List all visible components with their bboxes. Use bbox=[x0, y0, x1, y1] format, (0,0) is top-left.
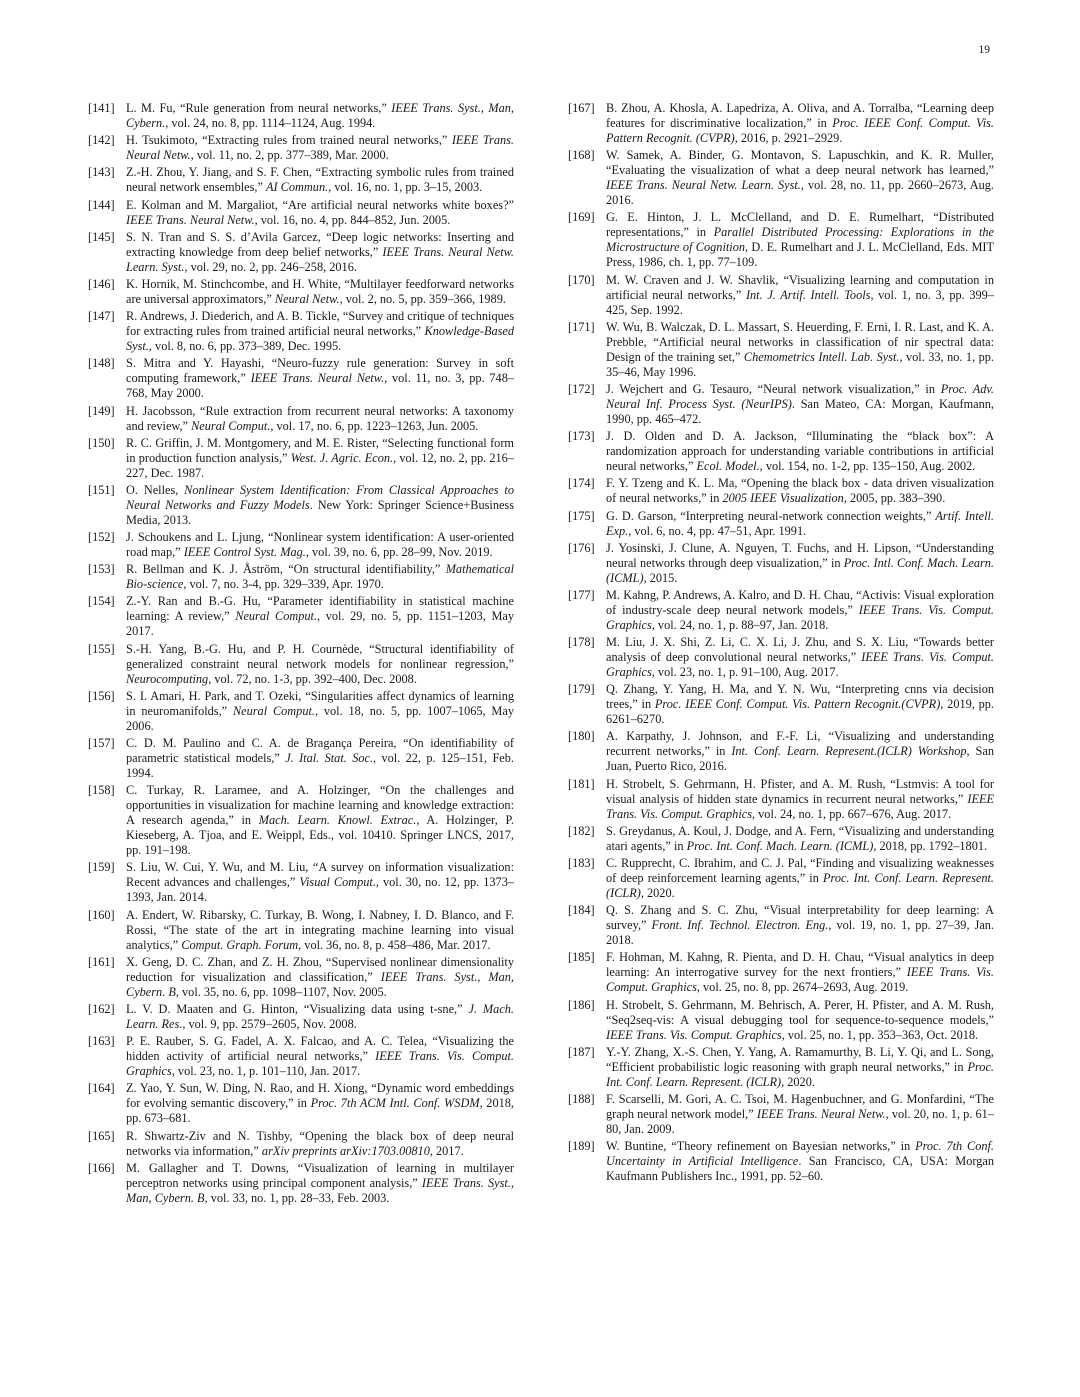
reference-number: [141] bbox=[88, 101, 115, 115]
reference-entry bbox=[568, 509, 994, 539]
reference-segment: , vol. 23, no. 1, p. 101–110, Jan. 2017. bbox=[171, 1064, 361, 1079]
reference-segment: M. Gallagher and T. Downs, “Visualization of learning in multilayer perceptron networks using principal component analysis,” bbox=[126, 1160, 514, 1190]
reference-venue: Proc. Int. Conf. Learn. Represent. (ICLR) bbox=[606, 1059, 994, 1089]
reference-entry bbox=[568, 903, 994, 948]
reference-text bbox=[126, 101, 514, 131]
reference-segment: Q. S. Zhang and S. C. Zhu, “Visual interpretability for deep learning: A survey,” bbox=[606, 903, 994, 933]
reference-number: [179] bbox=[568, 682, 595, 697]
reference-segment: , vol. 16, no. 1, pp. 3–15, 2003. bbox=[328, 180, 483, 195]
reference-number: [174] bbox=[568, 476, 595, 491]
reference-venue: Proc. 7th Conf. Uncertainty in Artificial Intelligence bbox=[606, 1139, 995, 1169]
reference-segment: , vol. 8, no. 6, pp. 373–389, Dec. 1995. bbox=[148, 339, 342, 354]
reference-entry bbox=[88, 783, 514, 858]
reference-segment: Q. Zhang, Y. Yang, H. Ma, and Y. N. Wu, “Interpreting cnns via decision trees,” in bbox=[606, 682, 994, 712]
reference-segment: B. Zhou, A. Khosla, A. Lapedriza, A. Oliva, and A. Torralba, “Learning deep features for discriminative localization,” in bbox=[606, 101, 994, 130]
reference-text bbox=[606, 824, 994, 854]
reference-segment: , vol. 9, pp. 2579–2605, Nov. 2008. bbox=[182, 1016, 357, 1031]
reference-segment: , vol. 23, no. 1, p. 91–100, Aug. 2017. bbox=[651, 665, 839, 680]
reference-venue: IEEE Trans. Vis. Comput. Graphics bbox=[606, 650, 994, 680]
reference-segment: M. W. Craven and J. W. Shavlik, “Visualizing learning and computation in artificial neural networks,” bbox=[606, 272, 994, 302]
reference-text bbox=[126, 230, 514, 275]
reference-text bbox=[126, 436, 514, 481]
reference-segment: , vol. 12, no. 2, pp. 216–227, Dec. 1987. bbox=[126, 450, 514, 480]
reference-entry bbox=[568, 148, 994, 208]
reference-segment: , 2018, pp. 1792–1801. bbox=[873, 838, 988, 853]
reference-text bbox=[126, 562, 514, 592]
reference-text bbox=[606, 950, 994, 995]
reference-entry bbox=[88, 198, 514, 228]
page-number: 19 bbox=[978, 44, 990, 56]
reference-entry bbox=[88, 230, 514, 275]
reference-segment: L. V. D. Maaten and G. Hinton, “Visualizing data using t-sne,” bbox=[126, 1001, 469, 1016]
reference-number: [164] bbox=[88, 1081, 115, 1096]
reference-text bbox=[606, 998, 994, 1043]
reference-number: [163] bbox=[88, 1034, 115, 1049]
reference-number: [146] bbox=[88, 276, 115, 291]
reference-entry bbox=[88, 277, 514, 307]
reference-venue: IEEE Trans. Syst., Man, Cybern. B bbox=[126, 969, 514, 999]
reference-segment: , vol. 17, no. 6, pp. 1223–1263, Jun. 2005. bbox=[270, 418, 479, 433]
reference-segment: , vol. 30, no. 12, pp. 1373–1393, Jan. 2014. bbox=[126, 875, 514, 905]
reference-venue: Proc. Int. Conf. Learn. Represent. (ICLR) bbox=[606, 871, 994, 900]
reference-number: [142] bbox=[88, 133, 115, 148]
reference-segment: , vol. 11, no. 3, pp. 748–768, May 2000. bbox=[126, 371, 514, 401]
reference-segment: , vol. 18, no. 5, pp. 1007–1065, May 2006. bbox=[126, 703, 514, 733]
reference-segment: , vol. 28, no. 11, pp. 2660–2673, Aug. 2016. bbox=[606, 178, 994, 208]
reference-venue: Proc. Adv. Neural Inf. Process Syst. (NeurIPS) bbox=[606, 381, 995, 411]
reference-segment: Z.-H. Zhou, Y. Jiang, and S. F. Chen, “Extracting symbolic rules from trained neural network ensembles,” bbox=[126, 165, 514, 195]
reference-entry bbox=[568, 429, 994, 474]
reference-entry bbox=[88, 101, 514, 131]
reference-number: [185] bbox=[568, 950, 595, 965]
reference-number: [165] bbox=[88, 1128, 115, 1143]
reference-entry bbox=[568, 824, 994, 854]
reference-segment: W. Samek, A. Binder, G. Montavon, S. Lapuschkin, and K. R. Muller, “Evaluating the visualization of what a deep neural network has learned,” bbox=[606, 148, 994, 178]
reference-segment: F. Y. Tzeng and K. L. Ma, “Opening the black box - data driven visualization of neural networks,” in bbox=[606, 476, 994, 506]
reference-venue: Nonlinear System Identification: From Classical Approaches to Neural Networks and Fuzzy Models bbox=[126, 482, 514, 512]
reference-text bbox=[606, 509, 994, 539]
reference-segment: H. Strobelt, S. Gehrmann, M. Behrisch, A. Perer, H. Pfister, and A. M. Rush, “Seq2seq-vis: A visual debugging tool for sequence-to-sequence models,” bbox=[606, 997, 994, 1027]
reference-text bbox=[606, 273, 994, 318]
reference-venue: Neural Comput. bbox=[191, 418, 271, 433]
reference-entry bbox=[88, 436, 514, 481]
reference-entry bbox=[88, 1129, 514, 1159]
reference-entry bbox=[88, 1034, 514, 1079]
reference-number: [176] bbox=[568, 540, 595, 555]
reference-segment: . San Mateo, CA: Morgan, Kaufmann, 1990, pp. 465–472. bbox=[606, 396, 994, 426]
reference-text bbox=[606, 729, 994, 774]
reference-entry bbox=[568, 273, 994, 318]
reference-number: [168] bbox=[568, 148, 595, 163]
references-right-column bbox=[568, 101, 994, 1208]
reference-venue: IEEE Trans. Vis. Comput. Graphics bbox=[606, 602, 994, 632]
reference-segment: J. D. Olden and D. A. Jackson, “Illuminating the “black box”: A randomization approach for understanding variable contributions in artificial neural networks,” bbox=[606, 429, 994, 474]
reference-venue: IEEE Trans. Neural Netw. Learn. Syst. bbox=[606, 178, 801, 193]
reference-number: [152] bbox=[88, 530, 115, 545]
reference-segment: C. Turkay, R. Laramee, and A. Holzinger, “On the challenges and opportunities in visualization for machine learning and knowledge extraction: A research agenda,” in bbox=[126, 783, 514, 828]
reference-segment: K. Hornik, M. Stinchcombe, and H. White, “Multilayer feedforward networks are universal approximators,” bbox=[126, 276, 514, 306]
reference-venue: J. Mach. Learn. Res. bbox=[126, 1001, 514, 1031]
reference-number: [161] bbox=[88, 954, 115, 969]
reference-segment: , 2015. bbox=[643, 570, 678, 585]
reference-text bbox=[126, 404, 514, 434]
reference-text bbox=[126, 1081, 514, 1126]
reference-segment: , vol. 25, no. 8, pp. 2674–2693, Aug. 2019. bbox=[696, 980, 909, 995]
reference-text bbox=[126, 165, 514, 195]
reference-segment: S. Mitra and Y. Hayashi, “Neuro-fuzzy rule generation: Survey in soft computing framework,” bbox=[126, 356, 514, 386]
reference-segment: A. Karpathy, J. Johnson, and F.-F. Li, “Visualizing and understanding recurrent networks,” in bbox=[606, 729, 994, 759]
reference-segment: . San Francisco, CA, USA: Morgan Kaufmann Publishers Inc., 1991, pp. 52–60. bbox=[606, 1154, 994, 1184]
reference-number: [177] bbox=[568, 587, 595, 602]
reference-venue: Front. Inf. Technol. Electron. Eng. bbox=[651, 918, 829, 933]
reference-segment: X. Geng, D. C. Zhan, and Z. H. Zhou, “Supervised nonlinear dimensionality reduction for visualization and classification,” bbox=[126, 954, 514, 984]
reference-segment: , vol. 35, no. 6, pp. 1098–1107, Nov. 2005. bbox=[175, 984, 387, 999]
reference-text bbox=[606, 382, 994, 427]
reference-entry bbox=[568, 635, 994, 680]
reference-segment: , vol. 24, no. 1, p. 88–97, Jan. 2018. bbox=[651, 617, 829, 632]
reference-number: [143] bbox=[88, 165, 115, 180]
reference-segment: , vol. 11, no. 2, pp. 377–389, Mar. 2000. bbox=[190, 148, 389, 163]
reference-text bbox=[126, 1034, 514, 1079]
reference-entry bbox=[88, 309, 514, 354]
reference-segment: , vol. 24, no. 1, pp. 667–676, Aug. 2017. bbox=[752, 806, 952, 821]
reference-venue: IEEE Trans. Vis. Comput. Graphics bbox=[126, 1049, 514, 1079]
reference-entry bbox=[88, 1002, 514, 1032]
reference-venue: Proc. Intl. Conf. Mach. Learn. (ICML) bbox=[606, 555, 994, 585]
reference-entry bbox=[568, 320, 994, 380]
reference-number: [175] bbox=[568, 508, 595, 523]
reference-venue: arXiv preprints arXiv:1703.00810 bbox=[261, 1143, 430, 1158]
reference-text bbox=[606, 903, 994, 948]
reference-segment: J. Yosinski, J. Clune, A. Nguyen, T. Fuchs, and H. Lipson, “Understanding neural networks through deep visualization,” in bbox=[606, 540, 994, 570]
reference-venue: Chemometrics Intell. Lab. Syst. bbox=[743, 349, 900, 364]
reference-entry bbox=[568, 541, 994, 586]
reference-segment: A. Endert, W. Ribarsky, C. Turkay, B. Wong, I. Nabney, I. D. Blanco, and F. Rossi, “The state of the art in integrating machine learning into visual analytics,” bbox=[126, 907, 514, 952]
reference-segment: F. Hohman, M. Kahng, R. Pienta, and D. H. Chau, “Visual analytics in deep learning: An interrogative survey for the next frontiers,” bbox=[606, 950, 994, 980]
reference-text bbox=[606, 429, 994, 474]
reference-text bbox=[606, 1092, 994, 1137]
reference-number: [170] bbox=[568, 272, 595, 287]
reference-segment: R. Andrews, J. Diederich, and A. B. Tickle, “Survey and critique of techniques for extracting rules from trained artificial neural networks,” bbox=[126, 309, 514, 339]
reference-venue: Neural Comput. bbox=[232, 703, 315, 718]
reference-number: [148] bbox=[88, 356, 115, 371]
reference-segment: C. Rupprecht, C. Ibrahim, and C. J. Pal, “Finding and visualizing weaknesses of deep reinforcement learning agents,” in bbox=[606, 856, 994, 885]
reference-entry bbox=[568, 1092, 994, 1137]
reference-text bbox=[606, 682, 994, 727]
reference-segment: , vol. 20, no. 1, p. 61–80, Jan. 2009. bbox=[606, 1106, 994, 1136]
reference-entry bbox=[568, 856, 994, 901]
reference-number: [173] bbox=[568, 429, 595, 444]
reference-number: [172] bbox=[568, 381, 595, 396]
reference-segment: , 2017. bbox=[429, 1143, 464, 1158]
reference-venue: Proc. Int. Conf. Mach. Learn. (ICML) bbox=[686, 838, 874, 853]
reference-number: [153] bbox=[88, 562, 115, 577]
reference-text bbox=[606, 210, 994, 270]
reference-text bbox=[606, 635, 994, 680]
reference-text bbox=[126, 198, 514, 228]
reference-entry bbox=[568, 588, 994, 633]
reference-text bbox=[606, 1139, 994, 1184]
reference-venue: IEEE Trans. Vis. Comput. Graphics bbox=[606, 1027, 782, 1042]
reference-entry bbox=[568, 682, 994, 727]
reference-text bbox=[606, 101, 994, 146]
reference-venue: Knowledge-Based Syst. bbox=[126, 324, 514, 354]
reference-segment: , vol. 72, no. 1-3, pp. 392–400, Dec. 2008. bbox=[208, 671, 417, 686]
reference-number: [150] bbox=[88, 435, 115, 450]
reference-segment: , 2019, pp. 6261–6270. bbox=[606, 697, 994, 727]
reference-number: [183] bbox=[568, 856, 595, 870]
reference-segment: , vol. 25, no. 1, pp. 353–363, Oct. 2018. bbox=[781, 1027, 979, 1042]
reference-segment: R. Shwartz-Ziv and N. Tishby, “Opening the black box of deep neural networks via information,” bbox=[126, 1128, 514, 1158]
reference-number: [158] bbox=[88, 783, 115, 798]
reference-text bbox=[606, 476, 994, 506]
reference-segment: Z. Yao, Y. Sun, W. Ding, N. Rao, and H. Xiong, “Dynamic word embeddings for evolving semantic discovery,” in bbox=[126, 1081, 514, 1111]
reference-number: [186] bbox=[568, 997, 595, 1012]
reference-venue: IEEE Trans. Vis. Comput. Graphics bbox=[606, 791, 994, 821]
reference-segment: S. Liu, W. Cui, Y. Wu, and M. Liu, “A survey on information visualization: Recent advances and challenges,” bbox=[126, 860, 514, 890]
reference-segment: P. E. Rauber, S. G. Fadel, A. X. Falcao, and A. C. Telea, “Visualizing the hidden activity of artificial neural networks,” bbox=[126, 1034, 514, 1064]
reference-text bbox=[126, 483, 514, 528]
reference-entry bbox=[568, 950, 994, 995]
reference-segment: , vol. 1, no. 3, pp. 399–425, Sep. 1992. bbox=[606, 287, 994, 317]
reference-segment: S. Greydanus, A. Koul, J. Dodge, and A. Fern, “Visualizing and understanding atari agents,” in bbox=[606, 823, 994, 853]
reference-text bbox=[126, 1002, 514, 1032]
reference-segment: , vol. 16, no. 4, pp. 844–852, Jun. 2005. bbox=[254, 212, 451, 227]
reference-segment: F. Scarselli, M. Gori, A. C. Tsoi, M. Hagenbuchner, and G. Monfardini, “The graph neural network model,” bbox=[606, 1091, 994, 1121]
reference-entry bbox=[88, 594, 514, 639]
reference-number: [155] bbox=[88, 641, 115, 656]
reference-venue: Proc. IEEE Conf. Comput. Vis. Pattern Recognit. (CVPR) bbox=[606, 116, 994, 145]
reference-segment: R. C. Griffin, J. M. Montgomery, and M. E. Rister, “Selecting functional form in production function analysis,” bbox=[126, 435, 514, 465]
reference-venue: IEEE Trans. Syst., Man, Cybern. B bbox=[126, 1175, 514, 1205]
reference-number: [166] bbox=[88, 1160, 115, 1175]
reference-number: [151] bbox=[88, 482, 115, 497]
reference-entry bbox=[88, 642, 514, 687]
reference-venue: Mathematical Bio-science bbox=[126, 562, 514, 592]
reference-text bbox=[606, 777, 994, 822]
reference-venue: Mach. Learn. Knowl. Extrac. bbox=[258, 813, 417, 828]
reference-segment: J. Wejchert and G. Tesauro, “Neural network visualization,” in bbox=[606, 381, 941, 396]
reference-text bbox=[126, 908, 514, 953]
reference-number: [147] bbox=[88, 309, 115, 324]
reference-entry bbox=[88, 483, 514, 528]
reference-segment: , vol. 29, no. 2, pp. 246–258, 2016. bbox=[184, 259, 357, 274]
reference-segment: L. M. Fu, “Rule generation from neural networks,” bbox=[126, 101, 392, 115]
reference-venue: Visual Comput. bbox=[299, 875, 376, 890]
reference-entry bbox=[88, 1081, 514, 1126]
reference-text bbox=[126, 860, 514, 905]
reference-entry bbox=[88, 689, 514, 734]
reference-segment: , vol. 22, p. 125–151, Feb. 1994. bbox=[126, 751, 514, 780]
reference-segment: , A. Holzinger, P. Kieseberg, A. Tjoa, and E. Weippl, Eds., vol. 10410. Springer LNCS, 2017, pp. 191–198. bbox=[126, 813, 515, 858]
reference-number: [187] bbox=[568, 1044, 595, 1059]
reference-text bbox=[126, 530, 514, 560]
reference-text bbox=[126, 309, 514, 354]
reference-number: [160] bbox=[88, 907, 115, 922]
reference-entry bbox=[568, 777, 994, 822]
reference-number: [178] bbox=[568, 635, 595, 650]
reference-segment: , vol. 24, no. 8, pp. 1114–1124, Aug. 1994. bbox=[165, 116, 376, 130]
reference-entry bbox=[88, 530, 514, 560]
reference-entry bbox=[88, 165, 514, 195]
reference-number: [169] bbox=[568, 210, 595, 225]
reference-venue: IEEE Control Syst. Mag. bbox=[183, 545, 306, 560]
reference-segment: S.-H. Yang, B.-G. Hu, and P. H. Cournède, “Structural identifiability of generalized constraint neural network models for nonlinear regression,” bbox=[126, 641, 514, 671]
reference-entry bbox=[88, 133, 514, 163]
reference-number: [159] bbox=[88, 860, 115, 875]
reference-segment: , vol. 7, no. 3-4, pp. 329–339, Apr. 1970. bbox=[183, 577, 384, 592]
reference-segment: , 2020. bbox=[640, 886, 675, 900]
reference-entry bbox=[88, 1161, 514, 1206]
reference-number: [149] bbox=[88, 403, 115, 418]
reference-segment: , vol. 39, no. 6, pp. 28–99, Nov. 2019. bbox=[305, 545, 493, 560]
reference-text bbox=[606, 588, 994, 633]
reference-segment: , vol. 2, no. 5, pp. 359–366, 1989. bbox=[339, 291, 506, 306]
reference-text bbox=[606, 1045, 994, 1090]
reference-number: [145] bbox=[88, 229, 115, 244]
reference-segment: Y.-Y. Zhang, X.-S. Chen, Y. Yang, A. Ramamurthy, B. Li, Y. Qi, and L. Song, “Efficient probabilistic logic reasoning with graph neural networks,” in bbox=[606, 1044, 994, 1074]
reference-number: [181] bbox=[568, 776, 595, 791]
reference-entry bbox=[568, 382, 994, 427]
reference-venue: Proc. IEEE Conf. Comput. Vis. Pattern Recognit.(CVPR) bbox=[654, 697, 941, 712]
reference-number: [184] bbox=[568, 903, 595, 918]
reference-entry bbox=[568, 210, 994, 270]
reference-segment: G. E. Hinton, J. L. McClelland, and D. E. Rumelhart, “Distributed representations,” in bbox=[606, 210, 994, 240]
reference-venue: Ecol. Model. bbox=[696, 459, 760, 474]
reference-text bbox=[126, 955, 514, 1000]
reference-entry bbox=[88, 736, 514, 781]
reference-segment: E. Kolman and M. Margaliot, “Are artificial neural networks white boxes?” bbox=[126, 197, 514, 212]
references-section bbox=[88, 101, 994, 1208]
reference-segment: , 2018, pp. 673–681. bbox=[126, 1096, 514, 1126]
reference-number: [180] bbox=[568, 729, 595, 744]
reference-entry bbox=[568, 101, 994, 146]
reference-entry bbox=[88, 356, 514, 401]
reference-venue: Artif. Intell. Exp. bbox=[606, 508, 994, 538]
reference-segment: M. Liu, J. X. Shi, Z. Li, C. X. Li, J. Zhu, and S. X. Liu, “Towards better analysis of deep convolutional neural networks,” bbox=[606, 635, 994, 665]
reference-number: [167] bbox=[568, 101, 595, 115]
reference-text bbox=[126, 783, 514, 858]
reference-entry bbox=[568, 476, 994, 506]
reference-venue: IEEE Trans. Neural Netw. bbox=[250, 371, 385, 386]
reference-text bbox=[126, 1129, 514, 1159]
reference-text bbox=[126, 736, 514, 781]
reference-entry bbox=[88, 562, 514, 592]
reference-venue: Neural Netw. bbox=[274, 291, 340, 306]
reference-entry bbox=[88, 404, 514, 434]
reference-number: [156] bbox=[88, 688, 115, 703]
reference-entry bbox=[88, 860, 514, 905]
reference-text bbox=[126, 594, 514, 639]
reference-venue: IEEE Trans. Neural Netw. bbox=[126, 133, 514, 163]
reference-venue: AI Commun. bbox=[266, 180, 329, 195]
reference-venue: IEEE Trans. Vis. Comput. Graphics bbox=[606, 965, 994, 995]
reference-segment: , 2020. bbox=[781, 1074, 815, 1089]
reference-segment: , vol. 29, no. 5, pp. 1151–1203, May 2017. bbox=[126, 609, 514, 639]
reference-venue: Proc. 7th ACM Intl. Conf. WSDM bbox=[310, 1096, 480, 1111]
reference-segment: H. Jacobsson, “Rule extraction from recurrent neural networks: A taxonomy and review,” bbox=[126, 403, 514, 433]
reference-segment: C. D. M. Paulino and C. A. de Bragança Pereira, “On identifiability of parametric statistical models,” bbox=[126, 736, 514, 765]
reference-segment: . New York: Springer Science+Business Media, 2013. bbox=[126, 497, 514, 527]
reference-text bbox=[606, 320, 994, 380]
reference-number: [157] bbox=[88, 736, 115, 750]
reference-segment: , vol. 19, no. 1, pp. 27–39, Jan. 2018. bbox=[606, 918, 994, 948]
reference-segment: H. Tsukimoto, “Extracting rules from trained neural networks,” bbox=[126, 133, 452, 148]
reference-entry bbox=[568, 1045, 994, 1090]
reference-segment: W. Wu, B. Walczak, D. L. Massart, S. Heuerding, F. Erni, I. R. Last, and K. A. Prebble, “Artificial neural networks in classification of nir spectral data: Design of the training set,” bbox=[606, 319, 994, 364]
reference-entry bbox=[568, 998, 994, 1043]
reference-segment: , vol. 6, no. 4, pp. 47–51, Apr. 1991. bbox=[628, 523, 807, 538]
reference-text bbox=[606, 148, 994, 208]
reference-segment: G. D. Garson, “Interpreting neural-network connection weights,” bbox=[606, 508, 936, 523]
reference-entry bbox=[568, 729, 994, 774]
reference-venue: 2005 IEEE Visualization bbox=[722, 491, 844, 506]
reference-text bbox=[126, 356, 514, 401]
reference-segment: S. N. Tran and S. S. d’Avila Garcez, “Deep logic networks: Inserting and extracting knowledge from deep belief networks,” bbox=[126, 229, 514, 259]
reference-segment: , vol. 33, no. 1, pp. 35–46, May 1996. bbox=[606, 349, 994, 379]
reference-text bbox=[126, 277, 514, 307]
reference-segment: O. Nelles, bbox=[126, 482, 185, 497]
reference-entry bbox=[568, 1139, 994, 1184]
reference-number: [154] bbox=[88, 594, 115, 609]
reference-number: [144] bbox=[88, 197, 115, 212]
reference-segment: , San Juan, Puerto Rico, 2016. bbox=[606, 744, 994, 774]
reference-number: [189] bbox=[568, 1139, 595, 1154]
reference-venue: Parallel Distributed Processing: Explorations in the Microstructure of Cognition bbox=[606, 225, 994, 255]
reference-number: [171] bbox=[568, 319, 595, 334]
reference-text bbox=[606, 856, 994, 901]
reference-venue: Int. Conf. Learn. Represent.(ICLR) Workshop bbox=[731, 744, 967, 759]
reference-segment: M. Kahng, P. Andrews, A. Kalro, and D. H. Chau, “Activis: Visual exploration of industry-scale deep neural network models,” bbox=[606, 587, 994, 617]
reference-segment: , vol. 33, no. 1, pp. 28–33, Feb. 2003. bbox=[204, 1190, 390, 1205]
reference-segment: , vol. 154, no. 1-2, pp. 135–150, Aug. 2002. bbox=[759, 459, 976, 474]
reference-text bbox=[126, 642, 514, 687]
reference-segment: W. Buntine, “Theory refinement on Bayesian networks,” in bbox=[606, 1139, 916, 1154]
reference-entry bbox=[88, 955, 514, 1000]
reference-venue: J. Ital. Stat. Soc. bbox=[285, 751, 374, 765]
reference-venue: Int. J. Artif. Intell. Tools bbox=[745, 287, 871, 302]
reference-segment: , D. E. Rumelhart and J. L. McClelland, Eds. MIT Press, 1986, ch. 1, pp. 77–109. bbox=[606, 240, 994, 270]
reference-venue: IEEE Trans. Neural Netw. Learn. Syst. bbox=[126, 244, 514, 274]
reference-segment: , 2005, pp. 383–390. bbox=[843, 491, 946, 506]
reference-venue: IEEE Trans. Syst., Man, Cybern. bbox=[126, 101, 514, 130]
reference-entry bbox=[88, 908, 514, 953]
reference-segment: R. Bellman and K. J. Åström, “On structural identifiability,” bbox=[126, 562, 446, 577]
reference-segment: , vol. 36, no. 8, p. 458–486, Mar. 2017. bbox=[298, 937, 491, 952]
reference-text bbox=[606, 541, 994, 586]
reference-venue: West. J. Agric. Econ. bbox=[290, 450, 394, 465]
reference-venue: Neurocomputing bbox=[126, 671, 209, 686]
reference-segment: J. Schoukens and L. Ljung, “Nonlinear system identification: A user-oriented road map,” bbox=[126, 530, 514, 560]
reference-segment: Z.-Y. Ran and B.-G. Hu, “Parameter identifiability in statistical machine learning: A review,” bbox=[126, 594, 514, 624]
reference-segment: S. I. Amari, H. Park, and T. Ozeki, “Singularities affect dynamics of learning in neuromanifolds,” bbox=[126, 688, 514, 718]
references-left-column bbox=[88, 101, 514, 1208]
reference-segment: H. Strobelt, S. Gehrmann, H. Pfister, and A. M. Rush, “Lstmvis: A tool for visual analysis of hidden state dynamics in recurrent neural networks,” bbox=[606, 776, 994, 806]
reference-venue: IEEE Trans. Neural Netw. bbox=[756, 1106, 886, 1121]
reference-number: [162] bbox=[88, 1001, 115, 1016]
reference-number: [188] bbox=[568, 1091, 595, 1106]
reference-text bbox=[126, 1161, 514, 1206]
reference-venue: Comput. Graph. Forum bbox=[181, 937, 299, 952]
reference-venue: Neural Comput. bbox=[235, 609, 318, 624]
reference-segment: , 2016, p. 2921–2929. bbox=[734, 131, 843, 145]
reference-venue: IEEE Trans. Neural Netw. bbox=[126, 212, 255, 227]
reference-text bbox=[126, 689, 514, 734]
reference-text bbox=[126, 133, 514, 163]
reference-number: [182] bbox=[568, 823, 595, 838]
